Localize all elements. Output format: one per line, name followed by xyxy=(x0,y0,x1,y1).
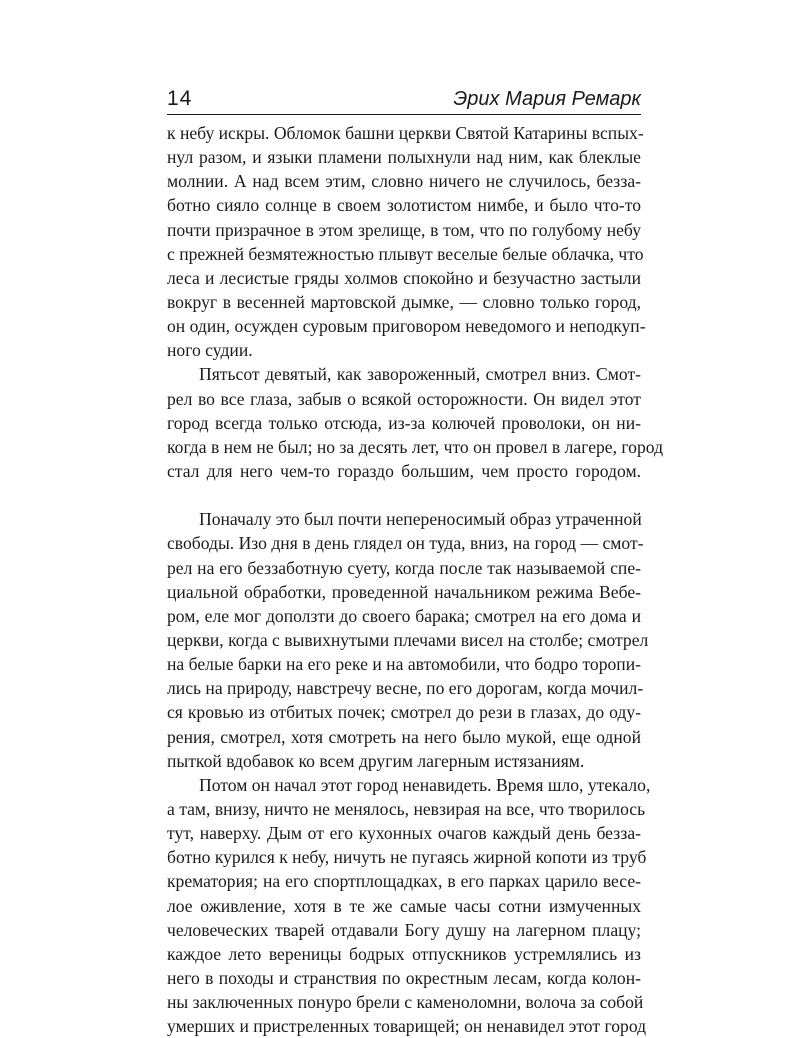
running-head xyxy=(167,86,641,115)
body-text xyxy=(167,121,664,1038)
text-line: свободы. Изо дня в день глядел он туда, вниз, на город — смот- xyxy=(167,533,644,554)
text-line: рел во все глаза, забыв о всякой осторожности. Он видел этот xyxy=(167,388,641,409)
text-line: на белые барки на его реке и на автомобили, что бодро торопи- xyxy=(167,654,641,675)
text-line: с прежней безмятежностью плывут веселые белые облачка, что xyxy=(167,243,644,264)
text-line: рения, смотрел, хотя смотреть на него было мукой, еще одной xyxy=(167,726,641,747)
text-line: он один, осужден суровым приговором неведомого и неподкуп- xyxy=(167,316,646,337)
text-line: человеческих тварей отдавали Богу душу на лагерном плацу; xyxy=(167,919,641,940)
text-line: лись на природу, навстречу весне, по его дорогам, когда мочил- xyxy=(167,678,644,699)
text-line: к небу искры. Обломок башни церкви Святой Катарины вспых- xyxy=(167,123,644,143)
text-line: когда в нем не был; но за десять лет, что он провел в лагере, город xyxy=(167,436,664,457)
text-line: стал для него чем-то гораздо большим, чем просто городом. xyxy=(167,460,641,481)
text-line: пыткой вдобавок ко всем другим лагерным истязаниям. xyxy=(167,750,585,771)
text-line: крематория; на его спортплощадках, в его парках царило весе- xyxy=(167,871,641,892)
text-line: ного судии. xyxy=(167,340,253,361)
running-head-author: Эрих Мария Ремарк xyxy=(453,88,641,110)
text-line: вокруг в весенней мартовской дымке, — словно только город, xyxy=(167,291,641,312)
text-line: ром, еле мог доползти до своего барака; смотрел на его дома и xyxy=(167,605,641,626)
paragraph-gap xyxy=(167,483,641,507)
book-page xyxy=(167,86,664,1038)
text-line: циальной обработки, проведенной начальником режима Вебе- xyxy=(167,581,641,602)
text-line: почти призрачное в этом зрелище, в том, что по голубому небу xyxy=(167,219,641,240)
text-line: нул разом, и языки пламени полыхнули над ним, как блеклые xyxy=(167,147,641,168)
text-line: леса и лесистые гряды холмов спокойно и безучастно застыли xyxy=(167,267,641,288)
text-line: рел на его беззаботную суету, когда после так называемой спе- xyxy=(167,557,641,578)
text-line: Поначалу это был почти непереносимый образ утраченной xyxy=(199,509,642,530)
text-line: а там, внизу, ничто не менялось, невзирая на все, что творилось xyxy=(167,798,646,819)
text-line: умерших и пристреленных товарищей; он ненавидел этот город xyxy=(167,1016,647,1037)
text-line: ботно курился к небу, ничуть не пугаясь жирной копоти из труб xyxy=(167,847,647,868)
text-line: ся кровью из отбитых почек; смотрел до рези в глазах, до оду- xyxy=(167,702,641,723)
text-line: Пятьсот девятый, как завороженный, смотрел вниз. Смот- xyxy=(199,364,641,385)
page-number: 14 xyxy=(167,87,193,110)
text-line: ны заключенных понуро брели с каменоломни, волоча за собой xyxy=(167,992,644,1013)
text-line: Потом он начал этот город ненавидеть. Время шло, утекало, xyxy=(199,774,651,795)
text-line: него в походы и странствия по окрестным лесам, когда колон- xyxy=(167,967,641,988)
text-line: город всегда только отсюда, из-за колючей проволоки, он ни- xyxy=(167,412,641,433)
text-line: церкви, когда с вывихнутыми плечами висел на столбе; смотрел xyxy=(167,629,649,650)
text-line: лое оживление, хотя в те же самые часы сотни измученных xyxy=(167,895,641,916)
text-line: молнии. А над всем этим, словно ничего не случилось, безза- xyxy=(167,171,641,192)
text-line: тут, наверху. Дым от его кухонных очагов каждый день безза- xyxy=(167,823,641,844)
text-line: каждое лето вереницы бодрых отпускников устремлялись из xyxy=(167,943,641,964)
text-line: ботно сияло солнце в своем золотистом нимбе, и было что-то xyxy=(167,195,641,216)
